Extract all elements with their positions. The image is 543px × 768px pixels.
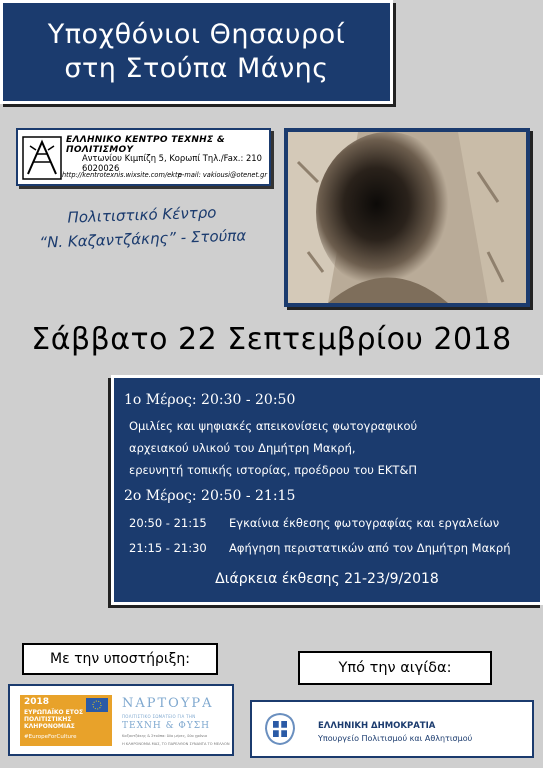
event-date: Σάββατο 22 Σεπτεμβρίου 2018 (31, 322, 512, 357)
aegis-label: Υπό την αιγίδα: (298, 651, 492, 685)
part1-heading: 1ο Μέρος: 20:30 - 20:50 (124, 392, 296, 408)
part1-line: αρχειακού υλικού του Δημήτρη Μακρή, (129, 441, 356, 455)
exhibition-duration: Διάρκεια έκθεσης 21-23/9/2018 (215, 571, 439, 587)
venue-line-2: “Ν. Καζαντζάκης” - Στούπα (39, 226, 247, 252)
title-line-2: στη Στούπα Μάνης (64, 53, 329, 84)
organizer-card (16, 128, 271, 186)
program-box (111, 375, 543, 605)
eu-year: 2018 (24, 697, 50, 707)
title-line-1: Υποχθόνιοι Θησαυροί (47, 19, 346, 50)
eu-line-3: ΚΛΗΡΟΝΟΜΙΑΣ (24, 723, 75, 730)
support-label: Με την υποστήριξη: (22, 643, 218, 675)
organizer-address: Αντωνίου Κιμπίζη 5, Κορωπί Τηλ./Fax.: 210 6020026 (82, 153, 262, 173)
nartoura-note: Καζαντζάκης & Στούπα: δύο μήνες, δύο χρόνια (122, 734, 208, 738)
photo-frame (284, 128, 530, 307)
organizer-name: ΕΛΛΗΝΙΚΟ ΚΕΝΤΡΟ ΤΕΧΝΗΣ & ΠΟΛΙΤΙΣΜΟΥ (66, 135, 226, 155)
part2-time: 20:50 - 21:15 (129, 516, 207, 530)
aegis-line-1: ΕΛΛΗΝΙΚΗ ΔΗΜΟΚΡΑΤΙΑ (318, 721, 436, 731)
support-logos (8, 684, 234, 756)
venue (19, 199, 266, 264)
part2-time: 21:15 - 21:30 (129, 541, 207, 555)
part1-line: Ομιλίες και ψηφιακές απεικονίσεις φωτογραφικού (129, 419, 418, 433)
eu-heritage-logo (20, 695, 112, 746)
title-banner (0, 0, 393, 104)
organizer-website[interactable]: http://kentrotexnis.wixsite.com/ektp (62, 171, 182, 179)
venue-line-1: Πολιτιστικό Κέντρο (67, 203, 217, 227)
nartoura-title: ΝΑΡΤΟΥΡΑ (122, 696, 214, 711)
aegis-logo (250, 700, 534, 758)
eu-hashtag: #EuropeForCulture (24, 734, 77, 740)
greek-emblem-icon (262, 711, 298, 747)
organizer-email[interactable]: e-mail: vakiousi@otenet.gr (178, 171, 268, 179)
eu-line-2: ΠΟΛΙΤΙΣΤΙΚΗΣ (24, 716, 72, 723)
aegis-line-2: Υπουργείο Πολιτισμού και Αθλητισμού (318, 734, 473, 743)
eu-line-1: ΕΥΡΩΠΑΪΚΟ ΕΤΟΣ (24, 709, 84, 716)
tunnel-photo (288, 132, 526, 303)
part1-line: ερευνητή τοπικής ιστορίας, προέδρου του ΕΚΤ&Π (129, 463, 418, 477)
organizer-logo-icon (22, 136, 62, 180)
nartoura-note-2: Η ΚΛΗΡΟΝΟΜΙΑ ΜΑΣ, ΤΟ ΠΑΡΕΛΘΟΝ ΣΥΝΑΝΤΑ ΤΟ ΜΕΛΛΟΝ (122, 742, 230, 746)
nartoura-subtitle-2: ΤΕΧΝΗ & ΦΥΣΗ (122, 721, 210, 731)
eu-flag-icon (86, 698, 108, 712)
part2-heading: 2ο Μέρος: 20:50 - 21:15 (124, 488, 296, 504)
part2-text: Εγκαίνια έκθεσης φωτογραφίας και εργαλείων (229, 516, 500, 530)
part2-text: Αφήγηση περιστατικών από τον Δημήτρη Μακρή (229, 541, 511, 555)
nartoura-subtitle: ΠΟΛΙΤΙΣΤΙΚΟ ΣΩΜΑΤΕΙΟ ΓΙΑ ΤΗΝ (122, 714, 196, 719)
